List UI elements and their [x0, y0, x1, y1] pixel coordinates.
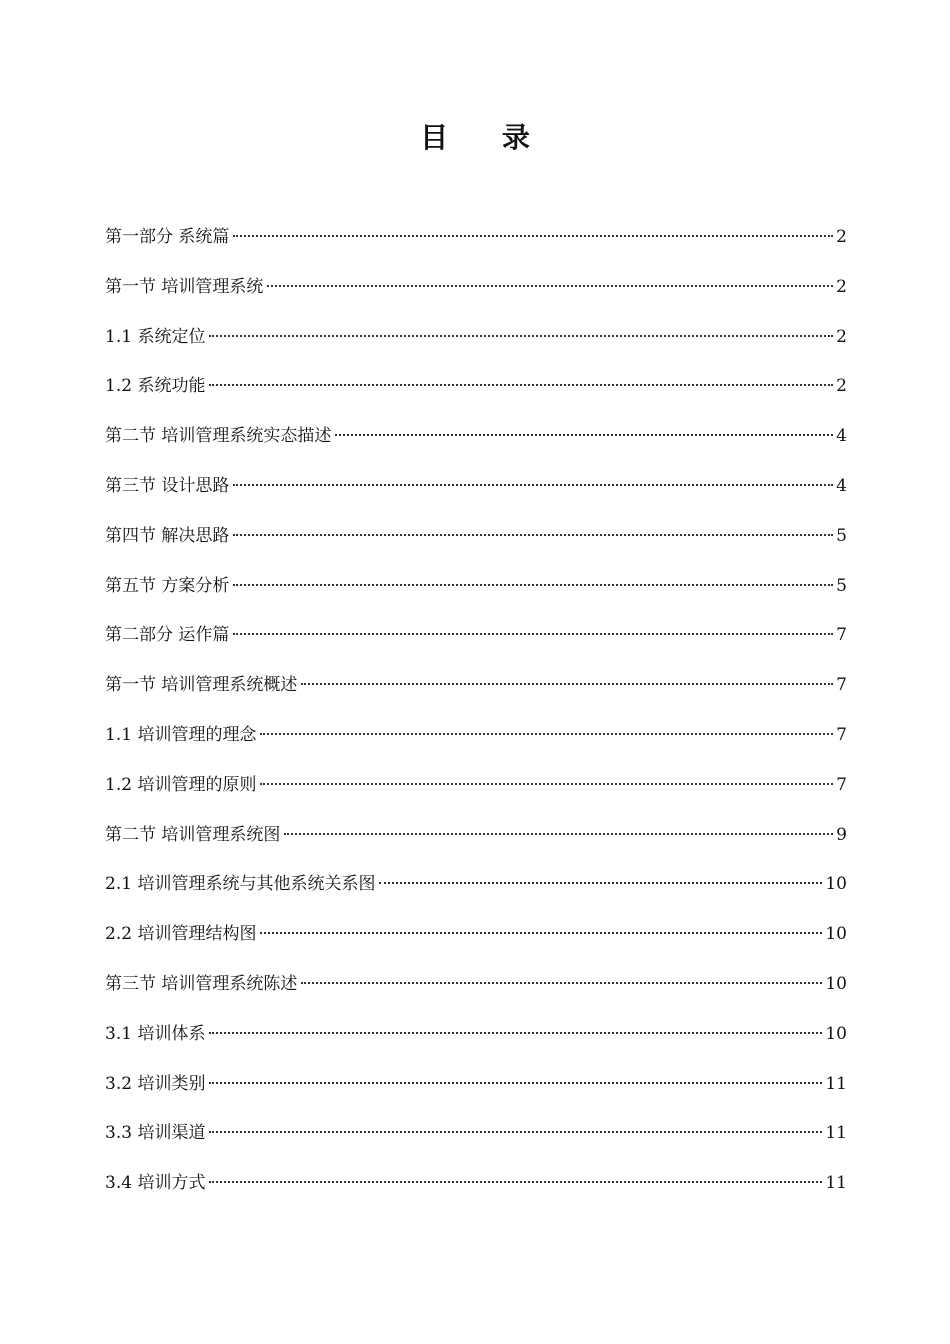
toc-page-number: 10 — [825, 874, 847, 895]
toc-dot-leader — [379, 882, 822, 884]
toc-entry-label: 1.2 培训管理的原则 — [105, 774, 257, 795]
toc-entry-label: 1.2 系统功能 — [105, 376, 206, 397]
toc-page-number: 11 — [825, 1173, 847, 1194]
toc-page-number: 2 — [836, 326, 847, 347]
toc-entry[interactable] — [105, 521, 847, 571]
toc-entry[interactable] — [105, 421, 847, 471]
toc-dot-leader — [233, 235, 833, 237]
toc-page-number: 2 — [836, 227, 847, 247]
toc-entry[interactable] — [105, 371, 847, 421]
toc-entry-label: 3.2 培训类别 — [105, 1073, 206, 1094]
toc-entry[interactable] — [105, 820, 847, 870]
toc-entry[interactable] — [105, 720, 847, 770]
toc-list — [105, 222, 847, 1218]
toc-entry[interactable] — [105, 272, 847, 322]
toc-page-number: 2 — [836, 276, 847, 297]
toc-title: 目 录 — [420, 121, 552, 154]
toc-entry[interactable] — [105, 869, 847, 919]
toc-entry-label: 1.1 培训管理的理念 — [105, 724, 257, 745]
toc-entry[interactable] — [105, 670, 847, 720]
toc-entry[interactable] — [105, 770, 847, 820]
toc-entry-label: 1.1 系统定位 — [105, 326, 206, 347]
toc-entry[interactable] — [105, 571, 847, 621]
toc-entry[interactable] — [105, 1168, 847, 1218]
toc-dot-leader — [301, 683, 833, 685]
toc-entry-label: 第一节 培训管理系统 — [105, 276, 264, 297]
toc-entry[interactable] — [105, 969, 847, 1019]
toc-entry-label: 3.1 培训体系 — [105, 1023, 206, 1044]
toc-entry[interactable] — [105, 919, 847, 969]
toc-entry[interactable] — [105, 1019, 847, 1069]
toc-page-number: 10 — [825, 924, 847, 945]
toc-dot-leader — [209, 1131, 822, 1133]
toc-entry-label: 3.4 培训方式 — [105, 1173, 206, 1194]
toc-entry-label: 第五节 方案分析 — [105, 575, 230, 596]
toc-page-number: 11 — [825, 1073, 847, 1094]
toc-page-number: 7 — [836, 774, 847, 795]
toc-page-number: 4 — [836, 426, 847, 447]
toc-page-number: 11 — [825, 1123, 847, 1144]
toc-entry-label: 第二节 培训管理系统图 — [105, 824, 281, 845]
toc-page-number: 7 — [836, 675, 847, 696]
toc-dot-leader — [209, 384, 833, 386]
toc-entry-label: 第三节 设计思路 — [105, 475, 230, 496]
toc-dot-leader — [233, 534, 833, 536]
toc-entry-label: 第一节 培训管理系统概述 — [105, 675, 298, 696]
toc-dot-leader — [209, 1082, 822, 1084]
toc-entry[interactable] — [105, 471, 847, 521]
toc-entry[interactable] — [105, 620, 847, 670]
toc-entry[interactable] — [105, 1069, 847, 1119]
toc-entry-label: 第二部分 运作篇 — [105, 625, 230, 646]
toc-entry-label: 第二节 培训管理系统实态描述 — [105, 426, 332, 447]
toc-dot-leader — [260, 733, 833, 735]
toc-dot-leader — [209, 1181, 822, 1183]
toc-dot-leader — [284, 833, 833, 835]
toc-page-number: 9 — [836, 824, 847, 845]
toc-dot-leader — [209, 335, 833, 337]
toc-page-number: 10 — [825, 1023, 847, 1044]
toc-dot-leader — [209, 1032, 822, 1034]
toc-page-number: 4 — [836, 475, 847, 496]
toc-page-number: 5 — [836, 575, 847, 596]
toc-dot-leader — [260, 783, 833, 785]
toc-dot-leader — [267, 285, 833, 287]
toc-entry-label: 2.1 培训管理系统与其他系统关系图 — [105, 874, 376, 895]
toc-dot-leader — [301, 982, 822, 984]
toc-entry-label: 第四节 解决思路 — [105, 525, 230, 546]
toc-entry[interactable] — [105, 222, 847, 272]
toc-page-number: 5 — [836, 525, 847, 546]
toc-dot-leader — [233, 633, 833, 635]
toc-page-number: 7 — [836, 625, 847, 646]
toc-entry-label: 第三节 培训管理系统陈述 — [105, 973, 298, 994]
toc-dot-leader — [260, 932, 822, 934]
toc-dot-leader — [335, 434, 833, 436]
toc-entry-label: 3.3 培训渠道 — [105, 1123, 206, 1144]
toc-page-number: 2 — [836, 376, 847, 397]
toc-entry-label: 第一部分 系统篇 — [105, 227, 230, 247]
toc-page-number: 7 — [836, 724, 847, 745]
toc-entry[interactable] — [105, 1118, 847, 1168]
toc-entry-label: 2.2 培训管理结构图 — [105, 924, 257, 945]
toc-entry[interactable] — [105, 322, 847, 372]
toc-dot-leader — [233, 584, 833, 586]
toc-page-number: 10 — [825, 973, 847, 994]
toc-dot-leader — [233, 484, 833, 486]
